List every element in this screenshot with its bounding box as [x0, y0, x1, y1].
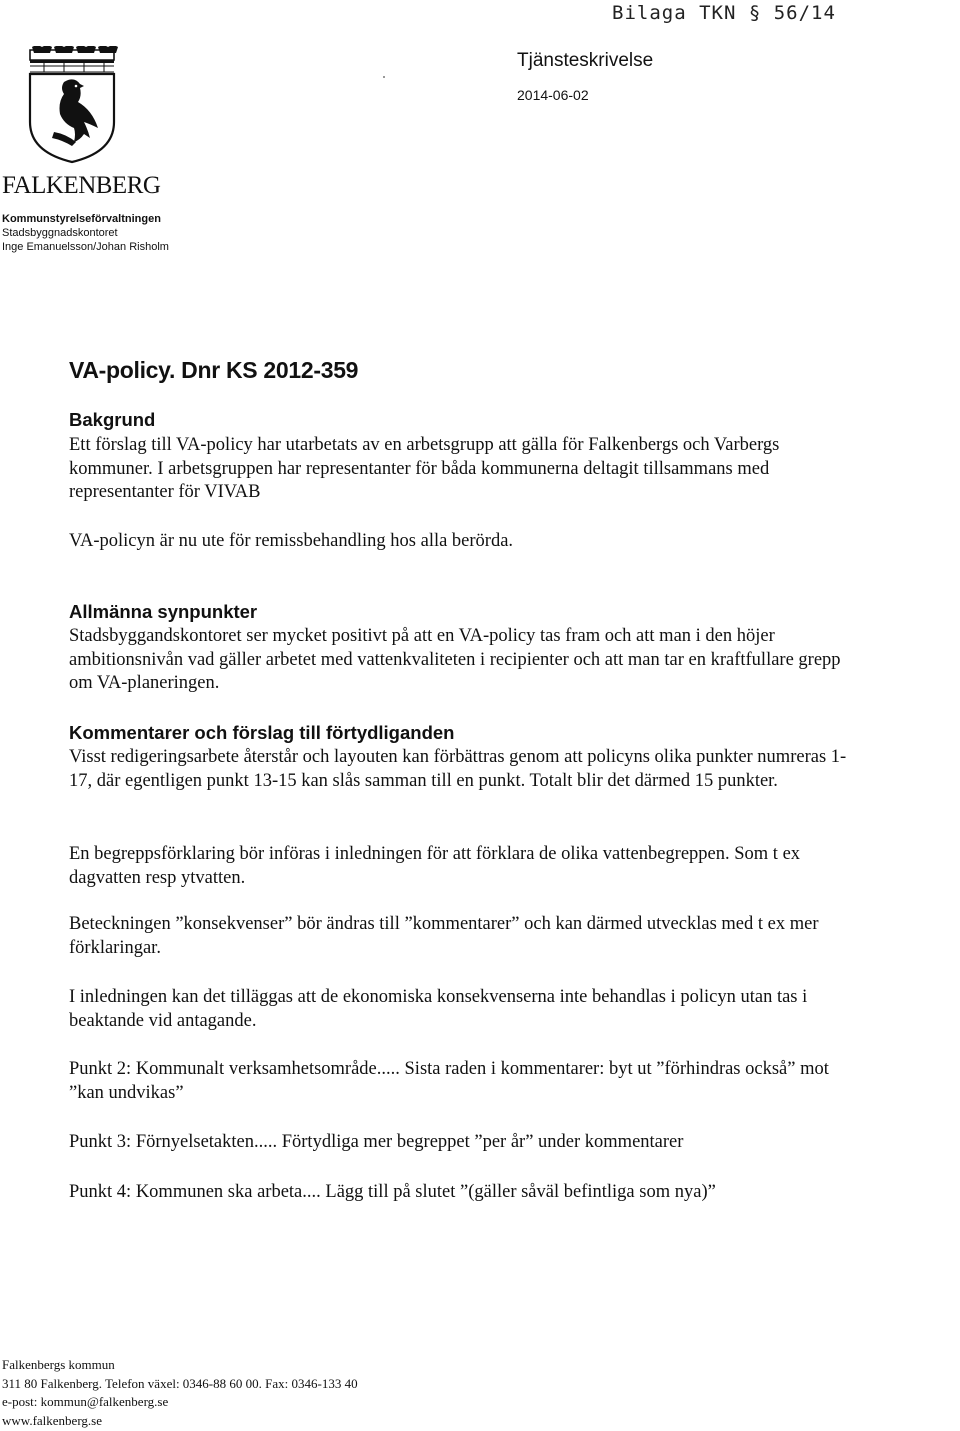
municipality-name: FALKENBERG [2, 172, 161, 199]
footer-email: e-post: kommun@falkenberg.se [2, 1394, 169, 1409]
paragraph-bakgrund-2: VA-policyn är nu ute för remissbehandling hos alla berörda. [69, 531, 514, 551]
footer-address-phone: 311 80 Falkenberg. Telefon växel: 0346-88 60 00. Fax: 0346-133 40 [2, 1375, 358, 1391]
office-line-administration: Kommunstyrelseförvaltningen [2, 213, 161, 225]
document-title: VA-policy. Dnr KS 2012-359 [69, 357, 359, 383]
office-line-department: Stadsbyggnadskontoret [2, 227, 118, 239]
document-date: 2014-06-02 [517, 87, 589, 103]
paragraph-kommentarer-6: Punkt 3: Förnyelsetakten..... Förtydliga mer begreppet ”per år” under kommentarer [69, 1132, 684, 1152]
heading-kommentarer: Kommentarer och förslag till förtydliganden [69, 722, 455, 743]
appendix-stamp: Bilaga TKN § 56/14 [612, 2, 836, 24]
paragraph-kommentarer-7: Punkt 4: Kommunen ska arbeta.... Lägg till på slutet ”(gäller såväl befintliga som nya)” [69, 1182, 716, 1202]
scan-speck [383, 76, 385, 78]
document-type: Tjänsteskrivelse [517, 50, 654, 71]
office-line-authors: Inge Emanuelsson/Johan Risholm [2, 241, 169, 253]
falkenberg-coat-of-arms-logo [24, 46, 120, 164]
heading-bakgrund: Bakgrund [69, 409, 156, 430]
footer-contact [2, 1356, 502, 1430]
paragraph-kommentarer-3: Beteckningen ”konsekvenser” bör ändras till ”kommentarer” och kan därmed utvecklas med t ex mer förklaringar. [69, 914, 819, 958]
paragraph-kommentarer-5: Punkt 2: Kommunalt verksamhetsområde..... Sista raden i kommentarer: byt ut ”förhindras också” mot ”kan undvikas” [69, 1059, 829, 1103]
footer-website: www.falkenberg.se [2, 1412, 102, 1428]
paragraph-kommentarer-2: En begreppsförklaring bör införas i inledningen för att förklara de olika vattenbegreppen. Som t ex dagvatten resp ytvatten. [69, 844, 801, 888]
paragraph-kommentarer-4: I inledningen kan det tilläggas att de ekonomiska konsekvenserna inte behandlas i policyn utan tas i beaktande vid antagande. [69, 987, 808, 1031]
heading-allmanna-synpunkter: Allmänna synpunkter [69, 601, 258, 622]
footer-organization: Falkenbergs kommun [2, 1357, 115, 1372]
paragraph-allmanna-1: Stadsbyggandskontoret ser mycket positivt på att en VA-policy tas fram och att man i den höjer ambitionsnivån vad gäller arbetet med vattenkvaliteten i recipienter och att man tar en kraftfullare grepp om VA-planeringen. [69, 626, 841, 693]
paragraph-kommentarer-1: Visst redigeringsarbete återstår och layouten kan förbättras genom att policyns olika punkter numreras 1-17, där egentligen punkt 13-15 kan slås samman till en punkt. Totalt blir det därmed 15 punkter. [69, 747, 847, 791]
paragraph-bakgrund-1: Ett förslag till VA-policy har utarbetats av en arbetsgrupp att gälla för Falkenbergs och Varbergs kommuner. I arbetsgruppen har representanter för båda kommunerna deltagit tillsammans med representanter för VIVAB [69, 435, 780, 502]
